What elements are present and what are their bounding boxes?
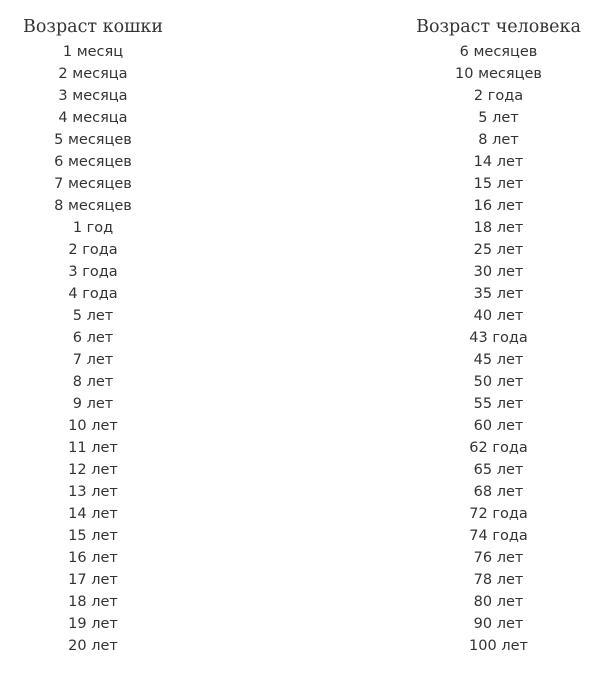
table-row [0,415,593,437]
cat-age-cell: 7 месяцев [54,176,132,192]
table-row [0,613,593,635]
human-age-cell: 10 месяцев [455,66,542,82]
table-row [0,349,593,371]
row-spacer [186,239,404,261]
table-row [0,129,593,151]
table-row [0,261,593,283]
human-age-cell: 18 лет [473,220,524,236]
cat-age-cell: 4 месяца [58,110,128,126]
cat-age-cell: 20 лет [68,638,118,654]
row-spacer [186,569,404,591]
table-row [0,503,593,525]
row-spacer [186,349,404,371]
row-spacer [186,195,404,217]
cat-human-age-table [0,13,593,657]
cat-age-cell: 7 лет [72,352,114,368]
human-age-cell: 90 лет [473,616,524,632]
human-age-cell: 45 лет [473,352,524,368]
human-age-cell: 62 года [469,440,528,456]
table-row [0,283,593,305]
table-body [0,41,593,657]
human-age-cell: 78 лет [473,572,524,588]
cat-age-cell: 6 лет [72,330,114,346]
table-row [0,547,593,569]
row-spacer [186,393,404,415]
human-age-cell: 40 лет [473,308,524,324]
row-spacer [186,327,404,349]
row-spacer [186,305,404,327]
row-spacer [186,459,404,481]
cat-age-cell: 3 года [68,264,118,280]
table-row [0,217,593,239]
row-spacer [186,415,404,437]
cat-age-cell: 18 лет [68,594,118,610]
header-row [0,13,593,41]
cat-age-cell: 5 месяцев [54,132,132,148]
row-spacer [186,63,404,85]
table-row [0,437,593,459]
header-spacer [186,13,404,41]
human-age-cell: 14 лет [473,154,524,170]
table-row [0,525,593,547]
table-row [0,107,593,129]
cat-age-cell: 11 лет [68,440,118,456]
cat-age-cell: 6 месяцев [54,154,132,170]
table-row [0,151,593,173]
row-spacer [186,613,404,635]
cat-age-cell: 15 лет [68,528,118,544]
table-row [0,459,593,481]
row-spacer [186,547,404,569]
row-spacer [186,41,404,63]
cat-age-cell: 1 месяц [62,44,124,60]
human-age-cell: 5 лет [478,110,519,126]
header-human-age: Возраст человека [416,17,581,37]
human-age-cell: 50 лет [473,374,524,390]
table-row [0,173,593,195]
human-age-cell: 65 лет [473,462,524,478]
cat-age-cell: 1 год [72,220,114,236]
human-age-cell: 100 лет [469,638,528,654]
header-cat-age: Возраст кошки [23,17,163,37]
human-age-cell: 68 лет [473,484,524,500]
table-row [0,591,593,613]
human-age-cell: 6 месяцев [459,44,538,60]
table-row [0,85,593,107]
row-spacer [186,481,404,503]
row-spacer [186,635,404,657]
cat-age-cell: 14 лет [68,506,118,522]
cat-age-cell: 9 лет [72,396,114,412]
table-row [0,393,593,415]
table-row [0,239,593,261]
row-spacer [186,371,404,393]
table-row [0,41,593,63]
row-spacer [186,503,404,525]
human-age-cell: 80 лет [473,594,524,610]
cat-age-cell: 5 лет [72,308,114,324]
human-age-cell: 15 лет [473,176,524,192]
human-age-cell: 55 лет [473,396,524,412]
human-age-cell: 2 года [473,88,524,104]
cat-age-cell: 2 месяца [58,66,128,82]
row-spacer [186,217,404,239]
table-row [0,63,593,85]
row-spacer [186,85,404,107]
cat-age-cell: 3 месяца [58,88,128,104]
row-spacer [186,173,404,195]
cat-age-cell: 8 месяцев [54,198,132,214]
table-row [0,635,593,657]
table-row [0,195,593,217]
cat-age-cell: 13 лет [68,484,118,500]
human-age-cell: 8 лет [478,132,519,148]
row-spacer [186,129,404,151]
human-age-cell: 35 лет [473,286,524,302]
table-row [0,305,593,327]
row-spacer [186,151,404,173]
cat-age-cell: 10 лет [68,418,118,434]
cat-age-cell: 2 года [68,242,118,258]
table-row [0,371,593,393]
human-age-cell: 16 лет [473,198,524,214]
cat-age-cell: 4 года [68,286,118,302]
human-age-cell: 43 года [469,330,528,346]
row-spacer [186,591,404,613]
row-spacer [186,437,404,459]
human-age-cell: 25 лет [473,242,524,258]
human-age-cell: 72 года [469,506,528,522]
cat-age-cell: 8 лет [72,374,114,390]
cat-age-cell: 12 лет [68,462,118,478]
human-age-cell: 74 года [469,528,528,544]
cat-age-cell: 19 лет [68,616,118,632]
table-row [0,569,593,591]
human-age-cell: 30 лет [473,264,524,280]
table-header [0,13,593,41]
human-age-cell: 60 лет [473,418,524,434]
row-spacer [186,107,404,129]
table-row [0,481,593,503]
row-spacer [186,525,404,547]
row-spacer [186,261,404,283]
row-spacer [186,283,404,305]
table-row [0,327,593,349]
cat-age-cell: 17 лет [68,572,118,588]
human-age-cell: 76 лет [473,550,524,566]
cat-age-cell: 16 лет [68,550,118,566]
